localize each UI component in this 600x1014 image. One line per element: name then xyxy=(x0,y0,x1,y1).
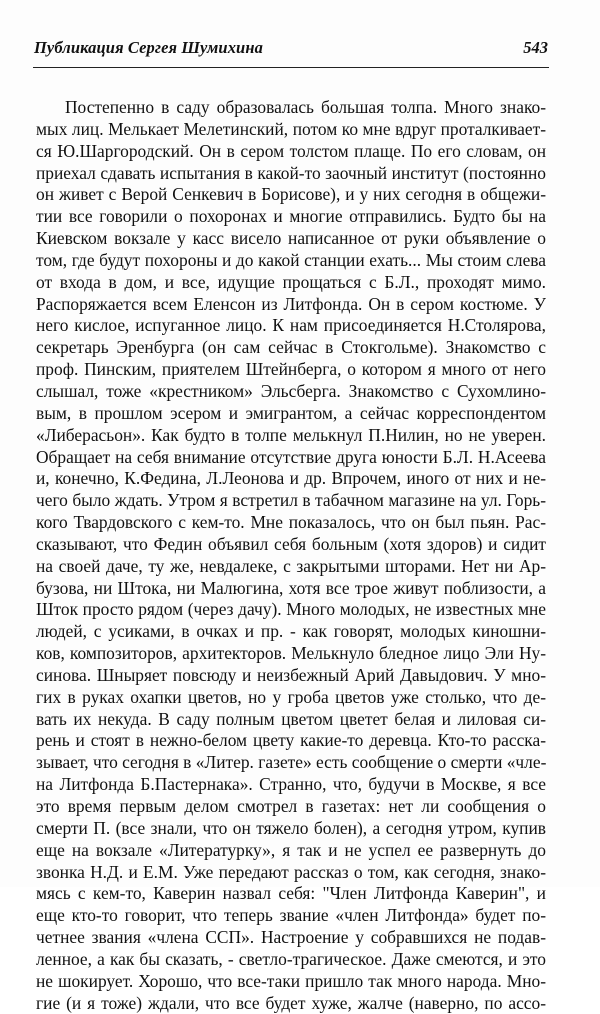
text-line: Постепенно в саду образовалась большая толпа. Много знако- xyxy=(65,97,546,117)
text-line: тии все говорили о похоронах и многие отправились. Будто бы на xyxy=(36,206,546,227)
text-line: на Литфонда Б.Пастернака». Странно, что, будучи в Москве, я все xyxy=(36,774,546,795)
text-line: зывает, что сегодня в «Литер. газете» есть сообщение о смерти «чле- xyxy=(36,752,546,773)
text-line: него кислое, испуганное лицо. К нам присоединяется Н.Столярова, xyxy=(36,315,546,336)
text-line: ленное, а как бы сказать, - светло-трагическое. Даже смеются, и это xyxy=(36,948,546,969)
text-line: гие (и я тоже) ждали, что все будет хуже, жалче (наверно, по ассо- xyxy=(36,992,546,1013)
text-line: том, где будут похороны и до какой станции ехать... Мы стоим слева xyxy=(36,249,546,270)
text-line: еще на вокзале «Литературку», я так и не успел ее развернуть до xyxy=(36,839,546,860)
text-line: не шокирует. Хорошо, что все-таки пришло так много народа. Мно- xyxy=(36,970,546,991)
text-line: секретарь Эренбурга (он сам сейчас в Стокгольме). Знакомство с xyxy=(36,337,546,358)
text-line: приехал сдавать испытания в какой-то заочный институт (постоянно xyxy=(36,162,546,183)
text-line: и, конечно, К.Федина, Л.Леонова и др. Впрочем, иного от них и не- xyxy=(36,468,546,489)
text-line: проф. Пинским, приятелем Штейнберга, о котором я много от него xyxy=(36,359,546,380)
text-line: Киевском вокзале у касс висело написанное от руки объявление о xyxy=(36,228,546,249)
text-line: слышал, тоже «крестником» Эльсберга. Знакомство с Сухомлино- xyxy=(36,380,546,401)
text-line: четнее звания «члена ССП». Настроение у собравшихся не подав- xyxy=(36,927,546,948)
text-line: Обращает на себя внимание отсутствие друга юности Б.Л. Н.Асеева xyxy=(36,446,546,467)
text-line: это время первым делом смотрел в газетах: нет ли сообщения о xyxy=(36,796,546,816)
header-divider xyxy=(33,67,549,68)
text-line: смерти П. (все знали, что он тяжело болен), а сегодня утром, купив xyxy=(36,817,546,838)
text-line: мых лиц. Мелькает Мелетинский, потом ко мне вдруг проталкивает- xyxy=(36,118,546,139)
text-line: бузова, ни Штока, ни Малюгина, хотя все трое живут поблизости, а xyxy=(36,577,546,598)
text-line: гих в руках охапки цветов, но у гроба цветов уже столько, что де- xyxy=(36,686,546,707)
text-line: от входа в дом, и все, идущие прощаться с Б.Л., проходят мимо. xyxy=(36,271,546,292)
text-line: «Либерасьон». Как будто в толпе мелькнул П.Нилин, но не уверен. xyxy=(36,424,546,445)
body-paragraph xyxy=(36,97,546,1014)
text-line: еще кто-то говорит, что теперь звание «член Литфонда» будет по- xyxy=(36,905,546,926)
text-line: Шток просто рядом (через дачу). Много молодых, не известных мне xyxy=(36,599,546,620)
text-line: ся Ю.Шаргородский. Он в сером толстом плаще. По его словам, он xyxy=(36,140,546,161)
text-line: он живет с Верой Сенкевич в Борисове), и у них сегодня в общежи- xyxy=(36,184,546,205)
page-number: 543 xyxy=(523,38,548,57)
text-line: людей, с усиками, в очках и пр. - как говорят, молодых киношни- xyxy=(36,621,546,642)
text-line: на своей даче, ту же, невдалеке, с закрытыми шторами. Нет ни Ар- xyxy=(36,555,546,576)
text-line: ков, композиторов, архитекторов. Мелькнуло бледное лицо Эли Ну- xyxy=(36,643,546,664)
text-line: чего было ждать. Утром я встретил в табачном магазине на ул. Горь- xyxy=(36,490,546,511)
text-line: мясь с кем-то, Каверин назвал себя: "Член Литфонда Каверин", и xyxy=(36,883,546,904)
text-line: вать их некуда. В саду полным цветом цветет белая и лиловая си- xyxy=(36,708,546,729)
text-line: кого Твардовского с кем-то. Мне показалось, что он был пьян. Рас- xyxy=(36,512,546,533)
text-line: рень и стоят в нежно-белом цвету какие-то деревца. Кто-то расска- xyxy=(36,730,546,751)
text-line: сказывают, что Федин объявил себя больным (хотя здоров) и сидит xyxy=(36,533,546,554)
text-line: звонка Н.Д. и Е.М. Уже передают рассказ о том, как сегодня, знако- xyxy=(36,861,546,882)
text-line: вым, в прошлом эсером и эмигрантом, а сейчас корреспондентом xyxy=(36,402,546,423)
running-header xyxy=(34,38,548,62)
publication-title: Публикация Сергея Шумихина xyxy=(34,38,263,57)
text-line: синова. Шныряет повсюду и неизбежный Арий Давыдович. У мно- xyxy=(36,664,546,685)
text-line: Распоряжается всем Еленсон из Литфонда. Он в сером костюме. У xyxy=(36,293,546,314)
